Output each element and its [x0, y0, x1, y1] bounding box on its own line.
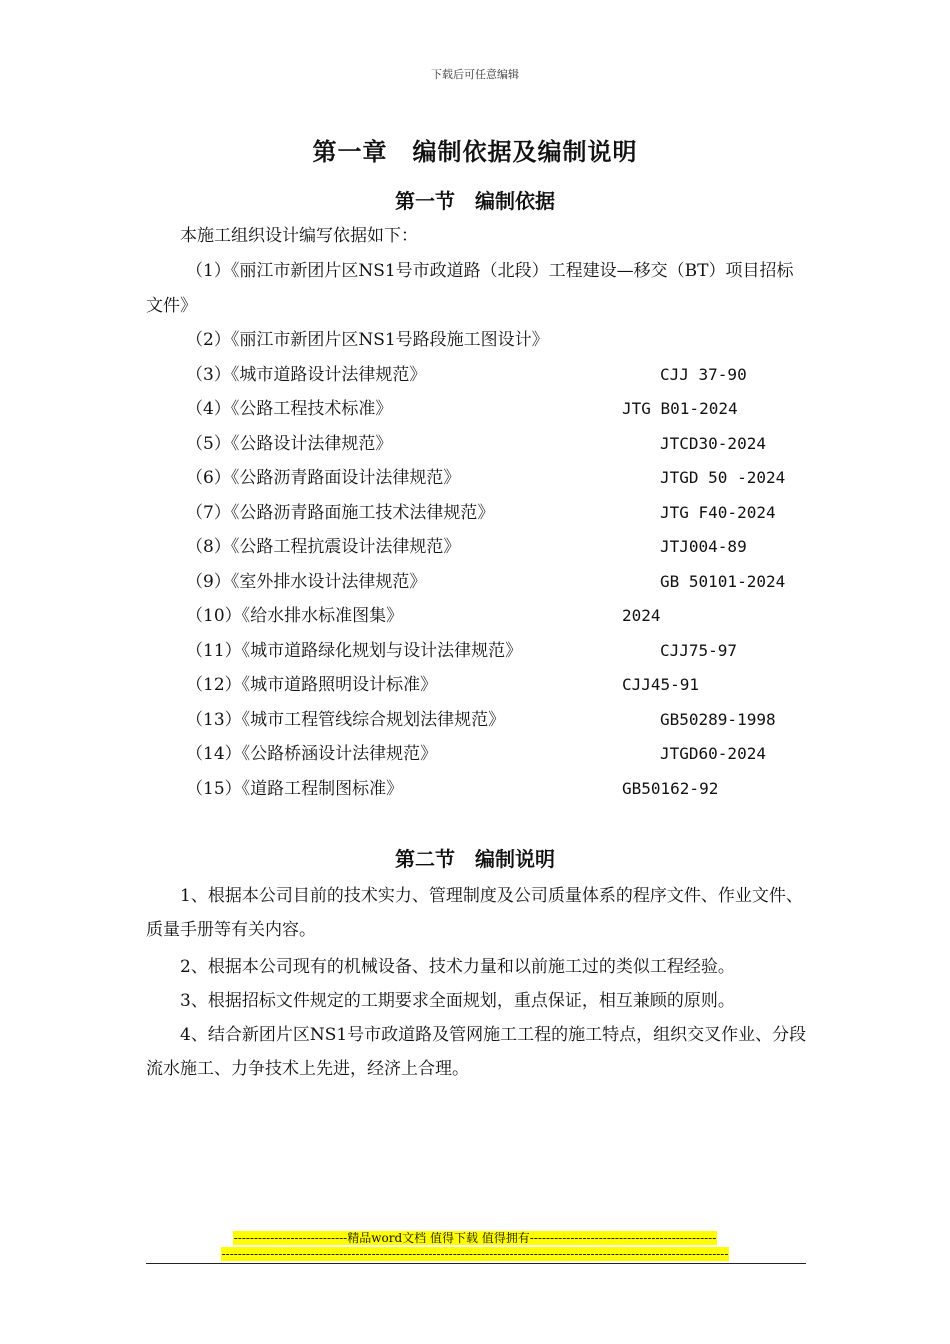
- reference-code: CJJ75-97: [660, 640, 738, 660]
- footer-rule: [146, 1263, 806, 1264]
- explanation-paragraph: 4、结合新团片区NS1号市政道路及管网施工工程的施工特点，组织交叉作业、分段流水施工、力争技术上先进，经济上合理。: [146, 1025, 807, 1079]
- reference-label: （10）《给水排水标准图集》: [186, 606, 404, 626]
- section-title-explanation: 第二节 编制说明: [395, 847, 555, 871]
- reference-item: [146, 358, 808, 393]
- explanation-paragraph: 3、根据招标文件规定的工期要求全面规划，重点保证，相互兼顾的原则。: [180, 991, 735, 1011]
- reference-item: [146, 254, 808, 323]
- reference-code: CJJ45-91: [622, 675, 700, 694]
- reference-list: [146, 254, 808, 806]
- reference-code: 2024: [622, 606, 661, 625]
- reference-label: （14）《公路桥涵设计法律规范》: [186, 744, 438, 764]
- reference-label: （3）《城市道路设计法律规范》: [186, 364, 427, 385]
- reference-code: JTG F40-2024: [660, 502, 776, 522]
- reference-code: JTGD60-2024: [660, 744, 766, 763]
- reference-code: GB50162-92: [622, 778, 719, 798]
- intro-paragraph: 本施工组织设计编写依据如下：: [180, 226, 418, 246]
- reference-label: （4）《公路工程技术标准》: [186, 399, 393, 419]
- reference-label: （12）《城市道路照明设计标准》: [186, 675, 438, 695]
- reference-label: （6）《公路沥青路面设计法律规范》: [186, 468, 461, 488]
- footer-banner-text: ----------------------------精品word文档 值得下载 值得拥有----------------------------------------------: [233, 1231, 717, 1245]
- reference-code: GB50289-1998: [660, 709, 776, 729]
- reference-item: [146, 461, 808, 496]
- reference-item: [146, 427, 808, 462]
- reference-label: （8）《公路工程抗震设计法律规范》: [186, 537, 461, 557]
- reference-label: （5）《公路设计法律规范》: [186, 433, 393, 454]
- reference-code: JTG B01-2024: [622, 399, 738, 418]
- reference-item: [146, 772, 808, 807]
- reference-label: （9）《室外排水设计法律规范》: [186, 571, 427, 592]
- reference-item: [146, 565, 808, 600]
- reference-code: JTGD 50 -2024: [660, 468, 786, 487]
- reference-label: （13）《城市工程管线综合规划法律规范》: [186, 709, 506, 730]
- footer-banner-dashes: [0, 1246, 950, 1262]
- reference-item: [146, 737, 808, 772]
- reference-item: [146, 496, 808, 531]
- reference-item: [146, 392, 808, 427]
- reference-item: [146, 599, 808, 634]
- reference-code: CJJ 37-90: [660, 364, 747, 384]
- reference-label: （15）《道路工程制图标准》: [186, 778, 404, 799]
- reference-item: [146, 530, 808, 565]
- footer-dash-line: -----------------------------------------------------------------------------------------------------------------------------: [221, 1247, 729, 1261]
- explanation-paragraph: 2、根据本公司现有的机械设备、技术力量和以前施工过的类似工程经验。: [180, 957, 735, 977]
- reference-item: [146, 668, 808, 703]
- reference-item: [146, 634, 808, 669]
- reference-label: （11）《城市道路绿化规划与设计法律规范》: [186, 640, 523, 661]
- chapter-title: 第一章 编制依据及编制说明: [312, 137, 638, 166]
- reference-code: JTCD30-2024: [660, 433, 766, 453]
- reference-item: [146, 323, 808, 358]
- reference-label: （7）《公路沥青路面施工技术法律规范》: [186, 502, 495, 523]
- section-title-basis: 第一节 编制依据: [395, 189, 555, 213]
- reference-label: （2）《丽江市新团片区NS1号路段施工图设计》: [186, 330, 549, 350]
- explanation-paragraph: 1、根据本公司目前的技术实力、管理制度及公司质量体系的程序文件、作业文件、质量手册等有关内容。: [146, 886, 803, 940]
- header-note: 下载后可任意编辑: [431, 68, 519, 81]
- reference-label: （1）《丽江市新团片区NS1号市政道路（北段）工程建设—移交（BT）项目招标文件》: [146, 261, 794, 316]
- footer-banner: [0, 1230, 950, 1246]
- reference-item: [146, 703, 808, 738]
- reference-code: JTJ004-89: [660, 537, 747, 556]
- reference-code: GB 50101-2024: [660, 571, 786, 591]
